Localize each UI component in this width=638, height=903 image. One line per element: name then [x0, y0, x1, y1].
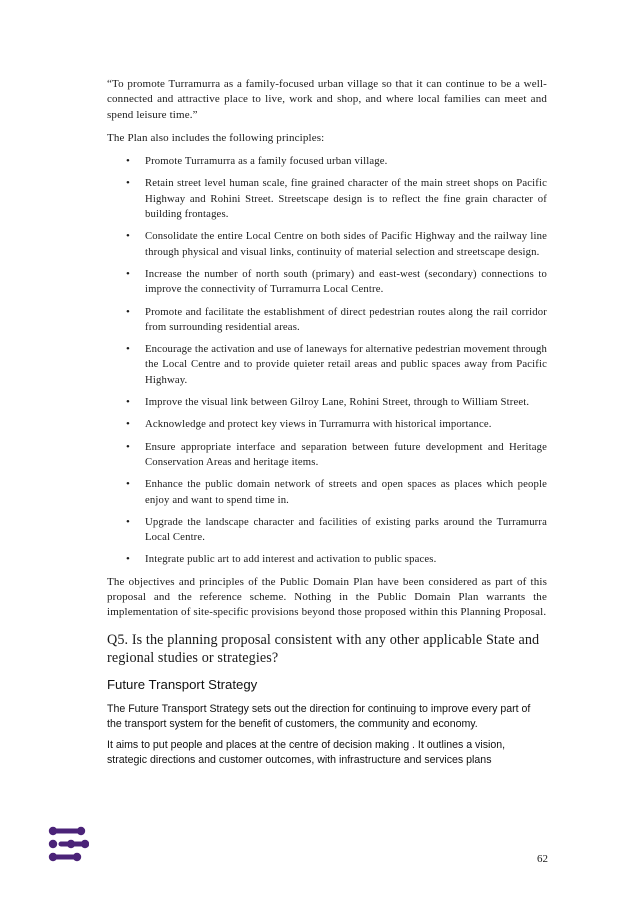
bullet-icon: •	[126, 343, 131, 356]
list-item-text: Enhance the public domain network of streets and open spaces as places which people enjoy and want to spend time in.	[145, 478, 547, 506]
bullet-icon: •	[126, 396, 131, 409]
list-item	[107, 440, 547, 471]
bullet-icon: •	[126, 553, 131, 566]
conclusion-paragraph: The objectives and principles of the Public Domain Plan have been considered as part of this proposal and the reference scheme. Nothing in the Public Domain Plan warrants the implementation of site-specific provisions beyond those proposed within this Planning Proposal.	[107, 575, 547, 619]
list-item-text: Upgrade the landscape character and facilities of existing parks around the Turramurra Local Centre.	[145, 515, 547, 544]
list-item-text: Promote Turramurra as a family focused urban village.	[145, 155, 388, 168]
list-item	[107, 417, 547, 432]
list-item	[107, 552, 547, 567]
list-item-text: Encourage the activation and use of laneways for alternative pedestrian movement through the Local Centre and to provide quieter retail areas and public spaces away from Pacific Highway.	[145, 343, 547, 386]
purple-dot-logo-icon	[47, 826, 89, 862]
list-item-text: Retain street level human scale, fine grained character of the main street shops on Pacific Highway and Rohini Street. Streetscape design is to reflect the fine grain character of building frontages.	[145, 177, 547, 221]
bullet-icon: •	[126, 515, 131, 528]
list-item-text: Improve the visual link between Gilroy Lane, Rohini Street, through to William Street.	[145, 396, 530, 409]
bullet-icon: •	[126, 418, 131, 431]
page-number: 62	[537, 853, 548, 865]
bullet-icon: •	[126, 267, 131, 280]
list-item-text: Increase the number of north south (primary) and east-west (secondary) connections to improve the connectivity of Turramurra Local Centre.	[145, 267, 547, 296]
list-item-text: Integrate public art to add interest and activation to public spaces.	[145, 553, 437, 566]
bullet-icon: •	[126, 177, 131, 190]
list-item	[107, 154, 547, 169]
list-item	[107, 395, 547, 410]
list-item	[107, 229, 547, 260]
list-item-text: Promote and facilitate the establishment of direct pedestrian routes along the rail corridor from surrounding residential areas.	[145, 305, 547, 333]
intro-quote: “To promote Turramurra as a family-focused urban village so that it can continue to be a well-connected and attractive place to live, work and shop, and where local families can meet and spend leisure time.”	[107, 78, 547, 121]
bullet-icon: •	[126, 155, 131, 168]
principles-list	[107, 154, 547, 568]
principles-intro: The Plan also includes the following principles:	[107, 131, 325, 144]
list-item-text: Consolidate the entire Local Centre on both sides of Pacific Highway and the railway line through physical and visual links, continuity of material selection and streetscape design.	[145, 230, 547, 258]
bullet-icon: •	[126, 230, 131, 243]
list-item	[107, 477, 547, 508]
list-item-text: Ensure appropriate interface and separation between future development and Heritage Conservation Areas and heritage items.	[145, 440, 547, 468]
section-heading: Future Transport Strategy	[107, 676, 258, 692]
list-item-text: Acknowledge and protect key views in Turramurra with historical importance.	[145, 418, 492, 431]
list-item	[107, 515, 547, 546]
list-item	[107, 305, 547, 336]
bullet-icon: •	[126, 440, 131, 453]
section-paragraph-2: It aims to put people and places at the centre of decision making . It outlines a vision, strategic directions and customer outcomes, with infrastructure and services plans	[107, 738, 506, 767]
list-item	[107, 176, 547, 222]
page-content	[107, 77, 547, 774]
list-item	[107, 267, 547, 298]
bullet-icon: •	[126, 305, 131, 318]
list-item	[107, 342, 547, 388]
section-paragraph-1: The Future Transport Strategy sets out the direction for continuing to improve every part of the transport system for the benefit of customers, the community and economy.	[107, 702, 531, 731]
bullet-icon: •	[126, 478, 131, 491]
question-heading: Q5. Is the planning proposal consistent with any other applicable State and regional studies or strategies?	[107, 631, 540, 666]
